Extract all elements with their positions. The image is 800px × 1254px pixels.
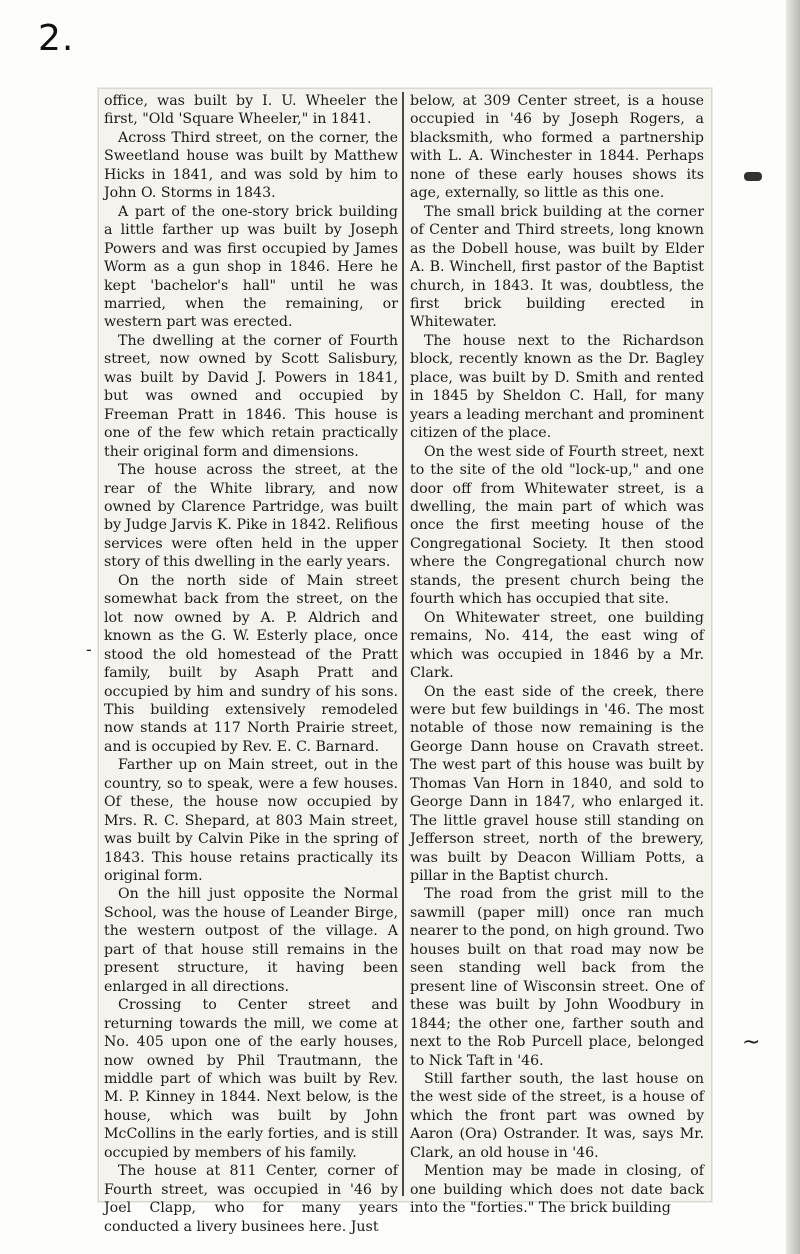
left-paragraph: On the north side of Main street somewhat back from the street, on the lot now owned by A. P. Aldrich and known as the G. W. Esterly place, once stood the old homestead of the Pratt family, built by Asaph Pratt and occupied by him and sundry of his sons. This building extensively remodeled now stands at 117 North Prairie street, and is occupied by Rev. E. C. Barnard.	[104, 572, 398, 755]
left-paragraph: The dwelling at the corner of Fourth street, now owned by Scott Salisbury, was built by David J. Powers in 1841, but was owned and occupied by Freeman Pratt in 1846. This house is one of the few which retain practically their original form and dimensions.	[104, 332, 398, 460]
margin-smudge	[744, 172, 762, 181]
right-paragraph: On Whitewater street, one building remains, No. 414, the east wing of which was occupied in 1846 by a Mr. Clark.	[410, 609, 704, 682]
left-paragraph: A part of the one-story brick building a little farther up was built by Joseph Powers and was first occupied by James Worm as a gun shop in 1846. Here he kept 'bachelor's hall" until he was married, when the remaining, or western part was erected.	[104, 203, 398, 331]
left-paragraph: On the hill just opposite the Normal School, was the house of Leander Birge, the western outpost of the village. A part of that house still remains in the present structure, it having been enlarged in all directions.	[104, 886, 398, 995]
page-number: 2.	[38, 18, 75, 59]
right-paragraph: On the west side of Fourth street, next to the site of the old "lock-up," and one door off from Whitewater street, is a dwelling, the main part of which was once the first meeting house of the Congregational Society. It then stood where the Congregational church now stands, the present church being the fourth which has occupied that site.	[410, 443, 704, 608]
right-column	[410, 92, 704, 1217]
left-paragraph: The house across the street, at the rear of the White library, and now owned by Clarence Partridge, was built by Judge Jarvis K. Pike in 1842. Relifious services were often held in the upper story of this dwelling in the early years.	[104, 462, 398, 571]
right-paragraph: below, at 309 Center street, is a house occupied in '46 by Joseph Rogers, a blacksmith, who formed a partnership with L. A. Winchester in 1844. Perhaps none of these early houses shows its age, externally, so little as this one.	[410, 93, 704, 202]
left-paragraph: Farther up on Main street, out in the country, so to speak, were a few houses. Of these, the house now occupied by Mrs. R. C. Shepard, at 803 Main street, was built by Calvin Pike in the spring of 1843. This house retains practically its original form.	[104, 757, 398, 885]
right-paragraph: On the east side of the creek, there were but few buildings in '46. The most notable of those now remaining is the George Dann house on Cravath street. The west part of this house was built by Thomas Van Horn in 1840, and sold to George Dann in 1847, who enlarged it. The little gravel house still standing on Jefferson street, north of the brewery, was built by Deacon William Potts, a pillar in the Baptist church.	[410, 683, 704, 885]
left-paragraph: Across Third street, on the corner, the Sweetland house was built by Matthew Hicks in 1841, and was sold by him to John O. Storms in 1843.	[104, 129, 398, 202]
left-paragraph: Crossing to Center street and returning towards the mill, we come at No. 405 upon one of the early houses, now owned by Phil Trautmann, the middle part of which was built by Rev. M. P. Kinney in 1844. Next below, is the house, which was built by John McCollins in the early forties, and is still occupied by members of his family.	[104, 997, 398, 1161]
left-paragraph: office, was built by I. U. Wheeler the first, "Old 'Square Wheeler," in 1841.	[104, 93, 398, 128]
left-paragraph: The house at 811 Center, corner of Fourth street, was occupied in '46 by Joel Clapp, who for many years conducted a livery businees here. Just	[104, 1163, 398, 1235]
right-paragraph: The road from the grist mill to the sawmill (paper mill) once ran much nearer to the pond, on high ground. Two houses built on that road may now be seen standing well back from the present line of Wisconsin street. One of these was built by John Woodbury in 1844; the other one, farther south and next to the Rob Purcell place, belonged to Nick Taft in '46.	[410, 886, 704, 1069]
left-column	[104, 92, 398, 1235]
scan-edge	[786, 0, 800, 1254]
right-paragraph: The house next to the Richardson block, recently known as the Dr. Bagley place, was built by D. Smith and rented in 1845 by Sheldon C. Hall, for many years a leading merchant and prominent citizen of the place.	[410, 332, 704, 442]
right-paragraph: Mention may be made in closing, of one building which does not date back into the "forties." The brick building	[410, 1163, 704, 1217]
margin-mark-left: -	[86, 640, 92, 659]
margin-mark-right: ~	[742, 1030, 761, 1055]
right-paragraph: Still farther south, the last house on the west side of the street, is a house of which the front part was owned by Aaron (Ora) Ostrander. It was, says Mr. Clark, an old house in '46.	[410, 1071, 704, 1161]
right-paragraph: The small brick building at the corner of Center and Third streets, long known as the Dobell house, was built by Elder A. B. Winchell, first pastor of the Baptist church, in 1843. It was, doubtless, the first brick building erected in Whitewater.	[410, 203, 704, 331]
column-rule	[402, 92, 404, 1196]
